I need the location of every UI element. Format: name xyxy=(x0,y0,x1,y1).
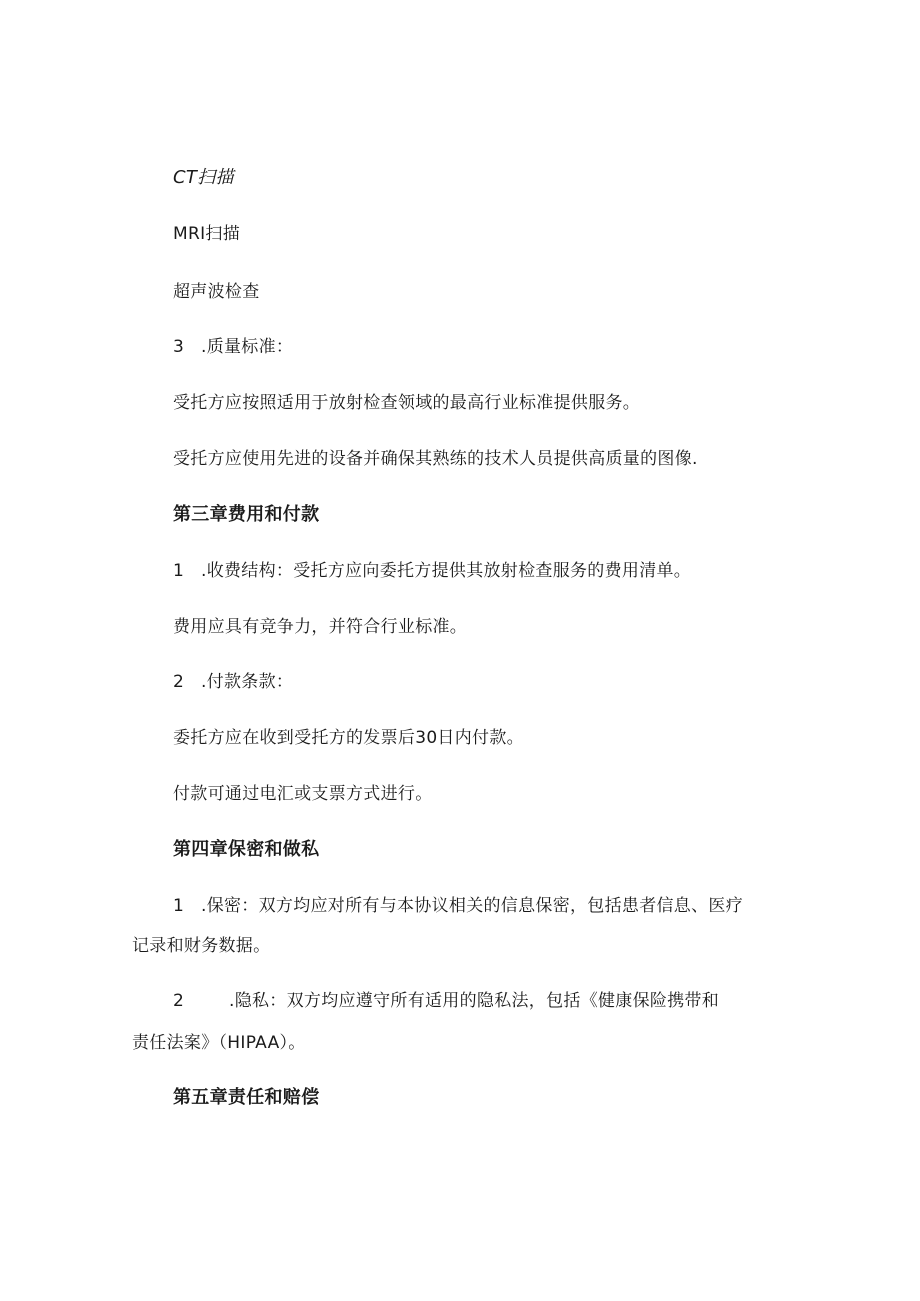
item-text: .收费结构：受托方应向委托方提供其放射检查服务的费用清单。 xyxy=(201,561,692,581)
chapter-heading-fees xyxy=(173,503,319,527)
paragraph-text: 委托方应在收到受托方的发票后30日内付款。 xyxy=(173,728,524,748)
item-number: 2 xyxy=(173,672,185,692)
paragraph-text: 受托方应使用先进的设备并确保其熟练的技术人员提供高质量的图像. xyxy=(173,449,698,469)
paragraph-text: 记录和财务数据。 xyxy=(132,936,271,956)
paragraph xyxy=(173,447,698,471)
paragraph xyxy=(173,782,433,806)
paragraph-text: 责任法案》（HIPAA）。 xyxy=(132,1033,306,1053)
paragraph-text: 受托方应按照适用于放射检查领域的最高行业标准提供服务。 xyxy=(173,393,641,413)
list-item-ultrasound xyxy=(173,280,260,304)
paragraph-text: 费用应具有竞争力，并符合行业标准。 xyxy=(173,617,468,637)
section-quality-standards xyxy=(173,335,293,359)
paragraph-text: 付款可通过电汇或支票方式进行。 xyxy=(173,784,433,804)
list-item-text: 超声波检查 xyxy=(173,282,260,302)
item-number: 3 xyxy=(173,337,185,357)
section-privacy xyxy=(173,989,719,1013)
paragraph xyxy=(173,391,640,415)
paragraph-continuation xyxy=(132,934,270,958)
paragraph xyxy=(173,615,467,639)
heading-text: 第四章保密和做私 xyxy=(173,839,320,860)
item-number: 2 xyxy=(173,991,185,1011)
paragraph-continuation xyxy=(132,1031,306,1055)
item-text: .质量标准： xyxy=(201,337,294,357)
item-number: 1 xyxy=(173,896,185,916)
list-item-text: CT扫描 xyxy=(173,167,234,188)
list-item-ct-scan xyxy=(173,166,234,190)
section-confidentiality xyxy=(173,894,743,918)
section-fee-structure xyxy=(173,559,691,583)
heading-text: 第三章费用和付款 xyxy=(173,504,320,525)
chapter-heading-liability xyxy=(173,1086,319,1110)
item-number: 1 xyxy=(173,561,185,581)
list-item-mri-scan xyxy=(173,222,240,246)
item-text: .隐私：双方均应遵守所有适用的隐私法，包括《健康保险携带和 xyxy=(229,991,720,1011)
heading-text: 第五章责任和赔偿 xyxy=(173,1087,320,1108)
chapter-heading-confidentiality xyxy=(173,838,319,862)
item-text: .付款条款： xyxy=(201,672,294,692)
item-text: .保密：双方均应对所有与本协议相关的信息保密，包括患者信息、医疗 xyxy=(201,896,744,916)
section-payment-terms xyxy=(173,670,293,694)
paragraph xyxy=(173,726,524,750)
list-item-text: MRI扫描 xyxy=(173,224,240,244)
